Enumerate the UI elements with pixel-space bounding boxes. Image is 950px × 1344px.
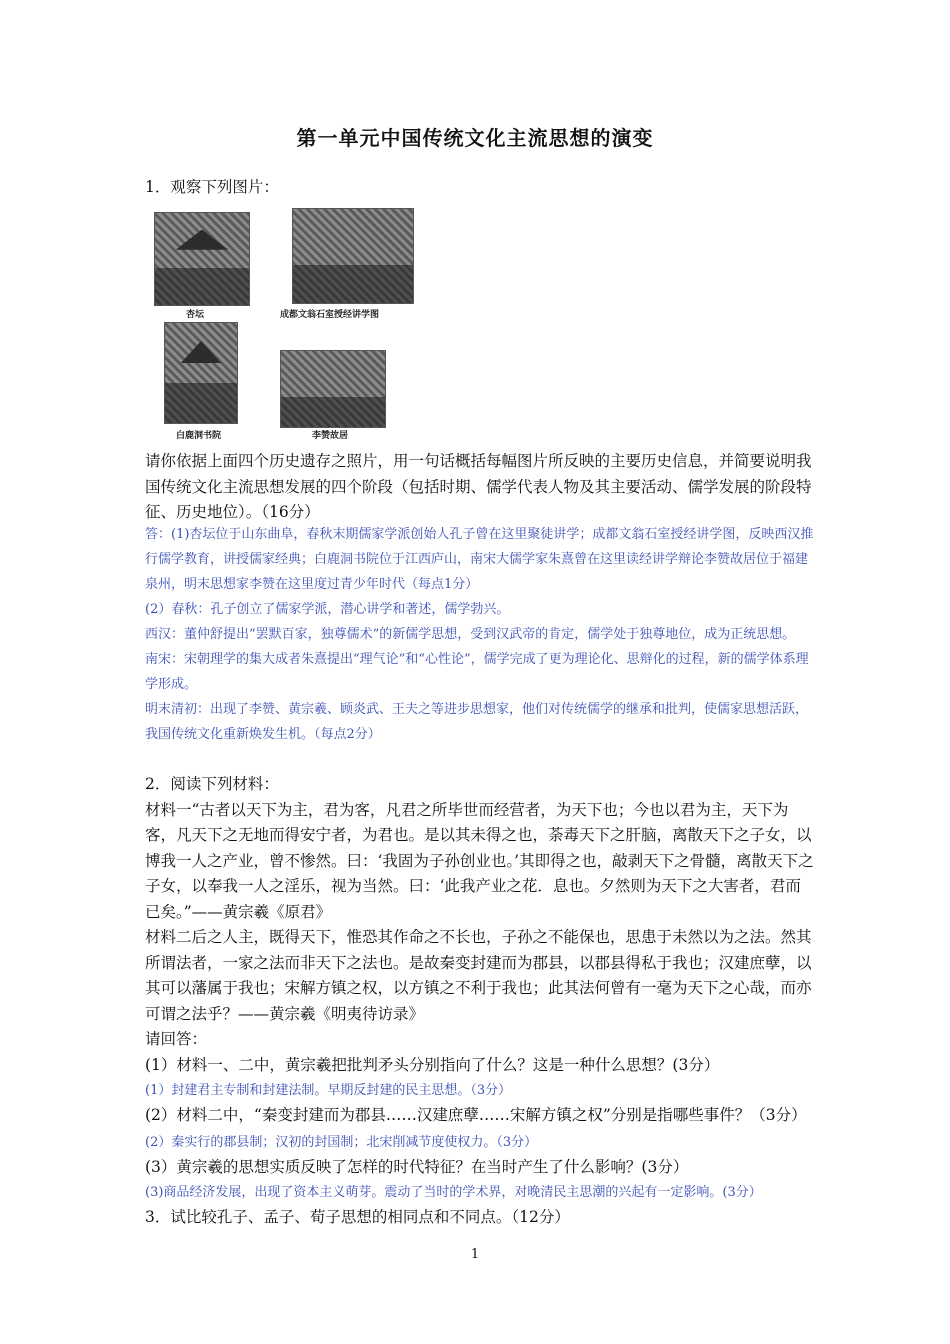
page-number: 1 [470,1247,480,1262]
question-2-answer-3: (3)商品经济发展，出现了资本主义萌芽。震动了当时的学术界，对晚清民主思潮的兴起有一定影响。(3分） [145,1185,762,1200]
answer-1-part-3: 西汉：董仲舒提出“罢默百家，独尊儒术”的新儒学思想，受到汉武帝的肯定，儒学处于独尊地位，成为正统思想。 [145,627,796,642]
question-2-answer-2: (2）秦实行的郡县制；汉初的封国制；北宋削减节度使权力。（3分） [145,1134,538,1150]
caption-bailudong: 白鹿洞书院 [176,431,222,441]
question-2-sub-2 [145,1103,815,1155]
question-2 [145,772,815,1231]
caption-xingtan: 杏坛 [186,310,205,320]
question-2-answer-1: (1）封建君主专制和封建法制。早期反封建的民主思想。（3分） [145,1083,512,1098]
question-1-answers [145,522,815,747]
question-2-sub-2-text: (2）材料二中，“秦变封建而为郡县……汉建庶孽……宋解方镇之权”分别是指哪些事件？（3分） [145,1106,807,1124]
historical-photos [152,206,417,442]
question-1-heading: 1．观察下列图片： [145,178,279,196]
question-2-sub-1: (1）材料一、二中，黄宗羲把批判矛头分别指向了什么？这是一种什么思想？(3分） [145,1055,720,1074]
question-2-ask: 请回答： [145,1030,208,1048]
caption-li-zan-residence: 李赞故居 [312,431,349,441]
page-title: 第一单元中国传统文化主流思想的演变 [296,126,654,150]
question-1-prompt: 请你依据上面四个历史遗存之照片，用一句话概括每幅图片所反映的主要历史信息，并简要说明我国传统文化主流思想发展的四个阶段（包括时期、儒学代表人物及其主要活动、儒学发展的阶段特征、历史地位）。（16分） [145,452,812,521]
caption-wenweng-shishi: 成都文翁石室授经讲学图 [280,310,380,320]
photo-xingtan [154,212,250,306]
photo-wenweng-shishi [292,208,414,304]
question-3-heading: 3．试比较孔子、孟子、荀子思想的相同点和不同点。（12分） [145,1208,570,1226]
answer-1-part-2: (2）春秋：孔子创立了儒家学派，潜心讲学和著述，儒学勃兴。 [145,602,510,617]
photo-bailudong [164,322,238,424]
question-2-heading: 2．阅读下列材料： [145,775,279,793]
question-2-sub-3: (3）黄宗羲的思想实质反映了怎样的时代特征？在当时产生了什么影响？(3分） [145,1157,689,1176]
answer-1-part-4: 南宋：宋朝理学的集大成者朱熹提出“理气论”和“心性论”，儒学完成了更为理论化、思辩化的过程，新的儒学体系理学形成。 [145,652,809,692]
answer-1-part-1: 答：(1)杏坛位于山东曲阜，春秋末期儒家学派创始人孔子曾在这里聚徒讲学；成都文翁石室授经讲学图，反映西汉推行儒学教育，讲授儒家经典；白鹿洞书院位于江西庐山，南宋大儒学家朱熹曾在这里读经讲学辩论李赞故居位于福建泉州，明末思想家李赞在这里度过青少年时代（每点1分） [145,527,814,592]
photo-li-zan-residence [280,350,386,428]
material-2: 材料二后之人主，既得天下，惟恐其作命之不长也，子孙之不能保也，思患于未然以为之法。然其所谓法者，一家之法而非天下之法也。是故秦变封建而为郡县，以郡县得私于我也；汉建庶孽，以其可以藩属于我也；宋解方镇之权，以方镇之不利于我也；此其法何曾有一毫为天下之心哉，而亦可谓之法乎？——黄宗羲《明夷待访录》 [145,928,812,1023]
answer-1-part-5: 明末清初：出现了李赞、黄宗羲、顾炎武、王夫之等进步思想家，他们对传统儒学的继承和批判，使儒家思想活跃，我国传统文化重新焕发生机。（每点2分） [145,702,809,742]
material-1: 材料一“古者以天下为主，君为客，凡君之所毕世而经营者，为天下也；今也以君为主，天下为客，凡天下之无地而得安宁者，为君也。是以其未得之也，荼毒天下之肝脑，离散天下之子女，以博我一人之产业，曾不惨然。曰：‘我固为子孙创业也。’其即得之也，敲剥天下之骨髓，离散天下之子女，以奉我一人之淫乐，视为当然。曰：‘此我产业之花．息也。夕然则为天下之大害者，君而已矣。”——黄宗羲《原君》 [145,800,814,921]
